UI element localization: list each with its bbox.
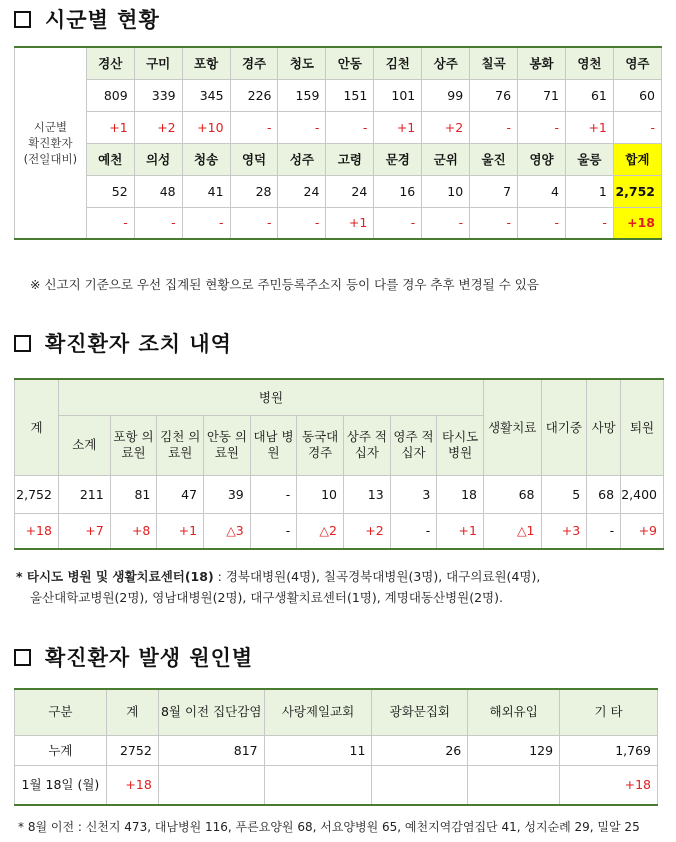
- change-cell: +7: [58, 513, 110, 549]
- region-cell: 청송: [182, 143, 230, 175]
- region-cell: 1: [565, 175, 613, 207]
- region-cell: -: [613, 111, 661, 143]
- table-row: [15, 513, 664, 549]
- region-cell: -: [230, 207, 278, 239]
- change-cell: +1: [437, 513, 484, 549]
- region-cell: -: [134, 207, 182, 239]
- count-cell: 68: [483, 475, 541, 513]
- header-total: 계: [15, 379, 59, 475]
- region-cell: 영주: [613, 47, 661, 79]
- daily-cell: 1월 18일 (월): [15, 765, 107, 805]
- region-cell: -: [182, 207, 230, 239]
- region-cell: +18: [613, 207, 661, 239]
- hospital-subheader: 포항 의료원: [110, 415, 157, 475]
- region-cell: 성주: [278, 143, 326, 175]
- region-cell: 경산: [86, 47, 134, 79]
- region-cell: +2: [422, 111, 470, 143]
- change-cell: +18: [15, 513, 59, 549]
- region-cell: 포항: [182, 47, 230, 79]
- region-cell: 경주: [230, 47, 278, 79]
- checkbox-icon: [14, 335, 31, 352]
- region-cell: -: [326, 111, 374, 143]
- region-cell: 청도: [278, 47, 326, 79]
- note-lead: * 타시도 병원 및 생활치료센터(18): [16, 569, 214, 584]
- cause-header: 기 타: [560, 689, 658, 735]
- table-row: [15, 765, 658, 805]
- count-cell: 2,400: [621, 475, 664, 513]
- count-cell: 18: [437, 475, 484, 513]
- table-row: [15, 379, 664, 415]
- table-row: [15, 207, 662, 239]
- region-cell: 고령: [326, 143, 374, 175]
- side-label: [15, 47, 87, 239]
- cumulative-cell: 817: [158, 735, 264, 765]
- region-cell: -: [374, 207, 422, 239]
- region-cell: 안동: [326, 47, 374, 79]
- cause-header: 계: [106, 689, 158, 735]
- region-cell: 구미: [134, 47, 182, 79]
- hospital-subheader: 영주 적십자: [390, 415, 437, 475]
- table-row: [15, 143, 662, 175]
- side-label-line: 시군별: [33, 120, 68, 134]
- section-title-measures: [14, 328, 232, 358]
- hospital-subheader: 안동 의료원: [204, 415, 251, 475]
- section-title-cause: [14, 642, 253, 672]
- region-cell: 울릉: [565, 143, 613, 175]
- hospital-subheader: 소계: [58, 415, 110, 475]
- region-cell: +10: [182, 111, 230, 143]
- table-row: [15, 175, 662, 207]
- count-cell: 10: [297, 475, 344, 513]
- region-cell: 울진: [470, 143, 518, 175]
- daily-cell: [468, 765, 560, 805]
- hospital-subheader: 김천 의료원: [157, 415, 204, 475]
- table-row: [15, 111, 662, 143]
- region-cell: 합계: [613, 143, 661, 175]
- checkbox-icon: [14, 11, 31, 28]
- count-cell: 5: [541, 475, 587, 513]
- cause-header: 8월 이전 집단감염: [158, 689, 264, 735]
- region-cell: -: [565, 207, 613, 239]
- measures-table: [14, 378, 664, 550]
- hospital-subheader: 동국대 경주: [297, 415, 344, 475]
- cause-header: 구분: [15, 689, 107, 735]
- change-cell: -: [390, 513, 437, 549]
- region-cell: 60: [613, 79, 661, 111]
- count-cell: 81: [110, 475, 157, 513]
- change-cell: △1: [483, 513, 541, 549]
- region-cell: 226: [230, 79, 278, 111]
- region-cell: 상주: [422, 47, 470, 79]
- table-row: [15, 689, 658, 735]
- region-cell: 봉화: [518, 47, 566, 79]
- section-title-text: 확진환자 조치 내역: [45, 332, 232, 356]
- cause-header: 해외유입: [468, 689, 560, 735]
- region-cell: +1: [86, 111, 134, 143]
- change-cell: +8: [110, 513, 157, 549]
- change-cell: +3: [541, 513, 587, 549]
- region-cell: +1: [326, 207, 374, 239]
- header-col: 퇴원: [621, 379, 664, 475]
- region-cell: 예천: [86, 143, 134, 175]
- region-cell: -: [86, 207, 134, 239]
- count-cell: 2,752: [15, 475, 59, 513]
- header-col: 생활치료: [483, 379, 541, 475]
- change-cell: +1: [157, 513, 204, 549]
- count-cell: -: [250, 475, 297, 513]
- header-hospital: 병원: [58, 379, 483, 415]
- region-cell: +2: [134, 111, 182, 143]
- region-cell: +1: [565, 111, 613, 143]
- region-cell: 71: [518, 79, 566, 111]
- count-cell: 47: [157, 475, 204, 513]
- region-cell: 28: [230, 175, 278, 207]
- region-cell: 159: [278, 79, 326, 111]
- section-title-text: 시군별 현황: [45, 8, 160, 32]
- cause-header: 광화문집회: [372, 689, 468, 735]
- count-cell: 13: [344, 475, 391, 513]
- hospital-subheader: 대남 병원: [250, 415, 297, 475]
- region-cell: 영천: [565, 47, 613, 79]
- table-row: [15, 735, 658, 765]
- region-cell: 24: [326, 175, 374, 207]
- cause-table: [14, 688, 658, 806]
- daily-cell: [372, 765, 468, 805]
- change-cell: +9: [621, 513, 664, 549]
- side-label-line: 확진환자: [28, 136, 73, 150]
- daily-cell: [158, 765, 264, 805]
- table-row: [15, 475, 664, 513]
- region-cell: 김천: [374, 47, 422, 79]
- table-row: [15, 47, 662, 79]
- region-cell: 61: [565, 79, 613, 111]
- hospital-subheader: 상주 적십자: [344, 415, 391, 475]
- count-cell: 3: [390, 475, 437, 513]
- side-label-line: (전일대비): [23, 152, 78, 166]
- region-cell: 칠곡: [470, 47, 518, 79]
- change-cell: △3: [204, 513, 251, 549]
- cumulative-cell: 129: [468, 735, 560, 765]
- region-cell: 809: [86, 79, 134, 111]
- change-cell: -: [250, 513, 297, 549]
- region-cell: 41: [182, 175, 230, 207]
- region-cell: +1: [374, 111, 422, 143]
- region-cell: 의성: [134, 143, 182, 175]
- section-title-region-status: [14, 4, 160, 34]
- region-cell: -: [518, 111, 566, 143]
- region-cell: -: [278, 111, 326, 143]
- cumulative-cell: 11: [264, 735, 372, 765]
- region-cell: -: [470, 111, 518, 143]
- region-cell: -: [422, 207, 470, 239]
- hospital-subheader: 타시도 병원: [437, 415, 484, 475]
- region-cell: 4: [518, 175, 566, 207]
- region-cell: -: [518, 207, 566, 239]
- section1-note: ※ 신고지 기준으로 우선 집계된 현황으로 주민등록주소지 등이 다를 경우 추후 변경될 수 있음: [30, 277, 539, 292]
- region-cell: -: [470, 207, 518, 239]
- section-title-text: 확진환자 발생 원인별: [45, 646, 254, 670]
- cumulative-cell: 1,769: [560, 735, 658, 765]
- region-cell: -: [230, 111, 278, 143]
- count-cell: 211: [58, 475, 110, 513]
- region-cell: 군위: [422, 143, 470, 175]
- change-cell: -: [587, 513, 621, 549]
- change-cell: +2: [344, 513, 391, 549]
- region-cell: 2,752: [613, 175, 661, 207]
- section2-note: [16, 566, 666, 608]
- region-cell: 10: [422, 175, 470, 207]
- note-line: : 경북대병원(4명), 칠곡경북대병원(3명), 대구의료원(4명),: [213, 569, 541, 584]
- daily-cell: +18: [560, 765, 658, 805]
- region-cell: 99: [422, 79, 470, 111]
- table-row: [15, 79, 662, 111]
- checkbox-icon: [14, 649, 31, 666]
- region-cell: 48: [134, 175, 182, 207]
- header-col: 대기중: [541, 379, 587, 475]
- region-cell: 52: [86, 175, 134, 207]
- region-cell: 문경: [374, 143, 422, 175]
- region-cell: 영덕: [230, 143, 278, 175]
- note-line: 울산대학교병원(2명), 영남대병원(2명), 대구생활치료센터(1명), 계명대동산병원(2명).: [30, 590, 503, 605]
- count-cell: 68: [587, 475, 621, 513]
- region-cell: 24: [278, 175, 326, 207]
- daily-cell: +18: [106, 765, 158, 805]
- count-cell: 39: [204, 475, 251, 513]
- region-cell: 345: [182, 79, 230, 111]
- region-cell: 101: [374, 79, 422, 111]
- region-cell: 7: [470, 175, 518, 207]
- cause-header: 사랑제일교회: [264, 689, 372, 735]
- region-cell: 151: [326, 79, 374, 111]
- header-col: 사망: [587, 379, 621, 475]
- cumulative-cell: 26: [372, 735, 468, 765]
- change-cell: △2: [297, 513, 344, 549]
- region-status-table: [14, 46, 662, 240]
- cumulative-cell: 누계: [15, 735, 107, 765]
- region-cell: 영양: [518, 143, 566, 175]
- region-cell: 339: [134, 79, 182, 111]
- cumulative-cell: 2752: [106, 735, 158, 765]
- section3-note: * 8월 이전 : 신천지 473, 대남병원 116, 푸른요양원 68, 서요양병원 65, 예천지역감염집단 41, 성지순례 29, 밀알 25: [18, 820, 640, 834]
- daily-cell: [264, 765, 372, 805]
- region-cell: 16: [374, 175, 422, 207]
- region-cell: 76: [470, 79, 518, 111]
- region-cell: -: [278, 207, 326, 239]
